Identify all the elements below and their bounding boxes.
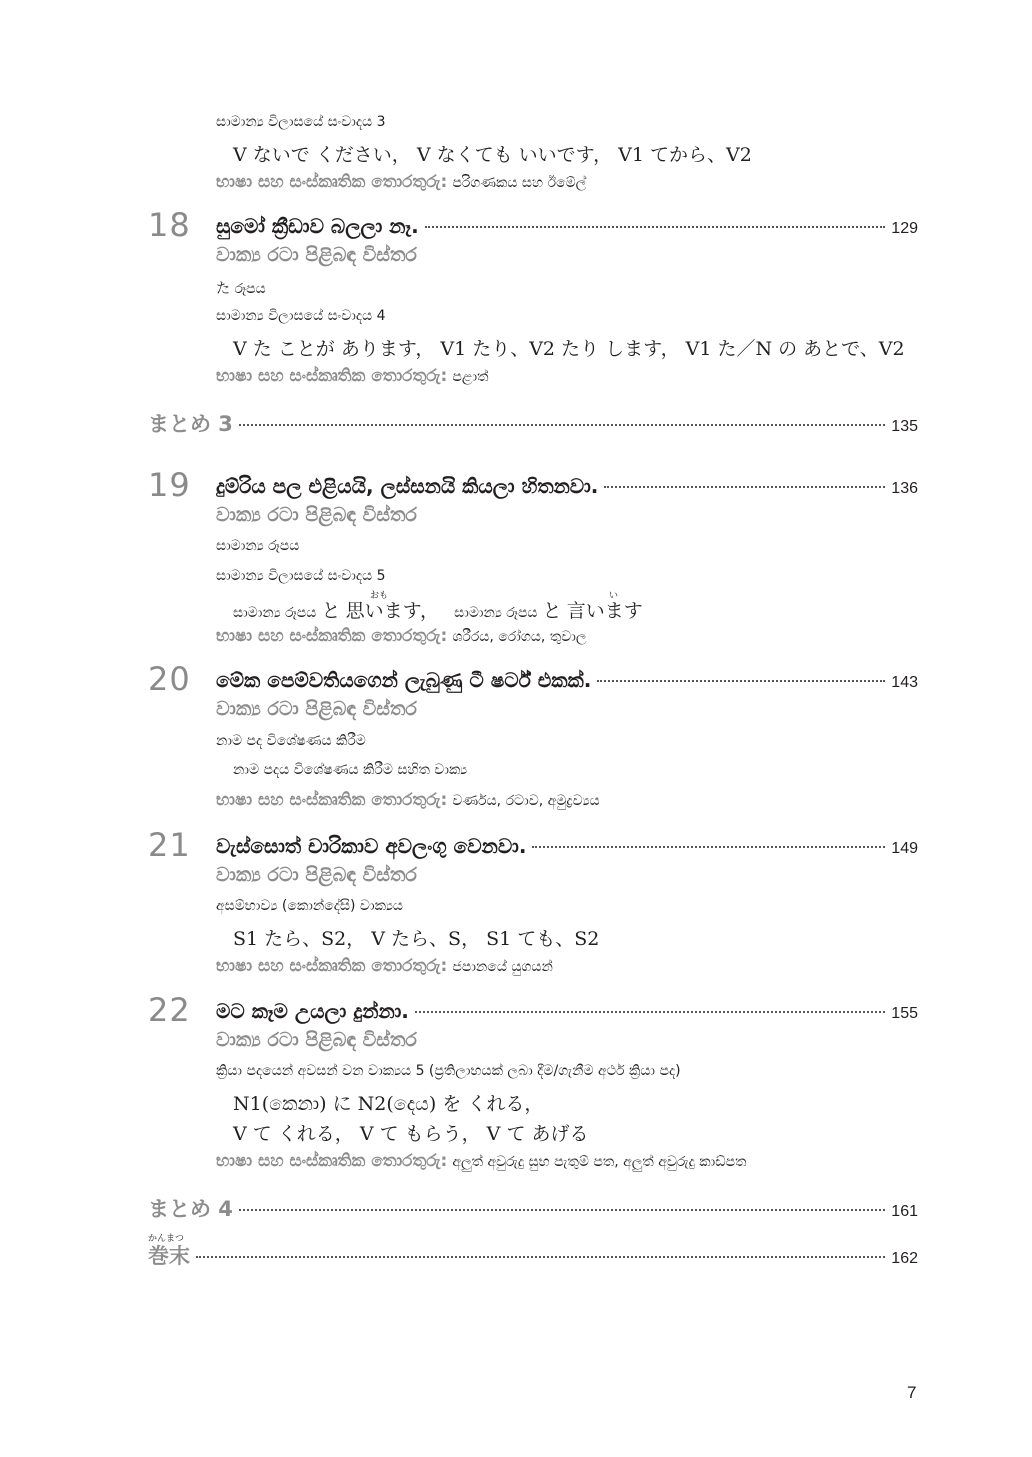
lesson-title: වැස්සොත් චාරිකාව අවලංගු වෙනවා. <box>216 834 527 858</box>
lesson-number: 20 <box>148 660 191 698</box>
culture-label: භාෂා සහ සංස්කෘතික තොරතුරු: <box>216 790 448 810</box>
culture-value: පළාත් <box>452 369 489 385</box>
leader-dots <box>604 486 885 488</box>
grammar-item: සාමාන්‍ය විලාසයේ සංවාදය 5 <box>216 568 386 584</box>
page-number: 143 <box>891 674 918 691</box>
culture-label: භාෂා සහ සංස්කෘතික තොරතුරු: <box>216 626 448 646</box>
leader-dots <box>196 1256 885 1258</box>
culture-value: අලුත් අවුරුදු සුභ පැතුම් පත, අලුත් අවුරුදු කාඩ්පත <box>452 1154 747 1170</box>
page-number: 161 <box>891 1203 918 1220</box>
grammar-pattern: N1(කෙනා) に N2(දෙය) を くれる， <box>233 1093 544 1115</box>
page-number: 135 <box>891 418 918 435</box>
appendix-label: 巻末 <box>148 1244 190 1268</box>
grammar-item: සාමාන්‍ය විලාසයේ සංවාදය 4 <box>216 308 386 324</box>
summary-row[interactable] <box>148 408 918 438</box>
grammar-pattern: V て くれる， V て もらう， V て あげる <box>233 1123 589 1145</box>
summary-label: まとめ 3 <box>148 412 233 436</box>
culture-line <box>216 172 586 192</box>
footer-page-number: 7 <box>907 1383 917 1402</box>
culture-label: භාෂා සහ සංස්කෘතික තොරතුරු: <box>216 956 448 976</box>
grammar-item: සාමාන්‍ය රූපය <box>216 538 300 554</box>
sentence-pattern-label: වාක්‍ය රටා පිළිබඳ විස්තර <box>216 244 417 266</box>
leader-dots <box>239 1209 885 1211</box>
furigana: い <box>609 591 619 601</box>
grammar-pattern <box>233 596 643 623</box>
lesson-number: 19 <box>148 466 191 504</box>
leader-dots <box>532 846 885 848</box>
grammar-item: අසම්භාව්‍ය (කොන්දේසි) වාක්‍යය <box>216 898 403 914</box>
sentence-pattern-label: වාක්‍ය රටා පිළිබඳ විස්තර <box>216 864 417 886</box>
page-number: 149 <box>891 840 918 857</box>
page-number: 155 <box>891 1005 918 1022</box>
culture-value: ජපානයේ යුගයන් <box>452 959 553 975</box>
leader-dots <box>415 1011 885 1013</box>
lesson-title: මේක පෙම්වතියගෙන් ලැබුණු ටී ෂර්ට් එකක්. <box>216 668 592 692</box>
appendix-row[interactable] <box>148 1240 918 1270</box>
culture-value: ශරීරය, රෝගය, තුවාල <box>452 629 587 645</box>
lesson-number: 21 <box>148 826 191 864</box>
lesson-title-row[interactable] <box>216 999 918 1023</box>
appendix-furigana: かんまつ <box>148 1234 185 1244</box>
lesson-title-row[interactable] <box>216 474 918 498</box>
grammar-item: නාම පද විශේෂණය කිරීම <box>216 733 366 749</box>
pattern-part: සාමාන්‍ය රූපය <box>233 605 317 621</box>
leader-dots <box>239 424 885 426</box>
grammar-pattern: V た ことが あります， V1 たり、V2 たり します， V1 た／N の あとで、V2 <box>233 338 905 360</box>
grammar-item: නාම පදය විශේෂණය කිරීම සහිත වාක්‍ය <box>233 762 468 778</box>
pattern-part: 思います， <box>345 600 440 622</box>
grammar-label: සාමාන්‍ය විලාසයේ සංවාදය 3 <box>216 114 386 130</box>
summary-row[interactable] <box>148 1193 918 1223</box>
lesson-number: 18 <box>148 206 191 244</box>
pattern-part: 言います <box>566 600 643 622</box>
page-number: 162 <box>891 1250 918 1267</box>
lesson-title: මට කෑම උයලා දුන්නා. <box>216 999 409 1023</box>
culture-value: වර්ණය, රටාව, අමුද්‍රව්‍යය <box>452 793 600 809</box>
lesson-number: 22 <box>148 991 191 1029</box>
grammar-item: ක්‍රියා පදයෙන් අවසන් වන වාක්‍යය 5 (ප්‍රතිලාභයක් ලබා දීම/ගැනීම අර්ථ ක්‍රියා පද) <box>216 1063 681 1079</box>
leader-dots <box>597 680 885 682</box>
culture-line <box>216 366 489 386</box>
lesson-title: දුම්රිය පල එළියයි, ලස්සනයි කියලා හිතනවා. <box>216 474 599 498</box>
summary-label: まとめ 4 <box>148 1197 233 1221</box>
sentence-pattern-label: වාක්‍ය රටා පිළිබඳ විස්තර <box>216 698 417 720</box>
leader-dots <box>425 226 886 228</box>
lesson-title-row[interactable] <box>216 214 918 238</box>
culture-value: පරිගණකය සහ ඊමේල් <box>452 175 587 191</box>
grammar-pattern: V ないで ください， V なくても いいです， V1 てから、V2 <box>233 144 752 166</box>
culture-label: භාෂා සහ සංස්කෘතික තොරතුරු: <box>216 1151 448 1171</box>
page-number: 129 <box>891 220 918 237</box>
grammar-item: た රූපය <box>216 281 266 297</box>
lesson-title-row[interactable] <box>216 668 918 692</box>
furigana: おも <box>370 591 389 601</box>
culture-line <box>216 1151 746 1171</box>
lesson-title: සුමෝ ක්‍රීඩාව බලලා නෑ. <box>216 214 419 238</box>
culture-label: භාෂා සහ සංස්කෘතික තොරතුරු: <box>216 366 448 386</box>
culture-label: භාෂා සහ සංස්කෘතික තොරතුරු: <box>216 172 448 192</box>
grammar-pattern: S1 たら、S2， V たら、S， S1 ても、S2 <box>233 928 600 950</box>
sentence-pattern-label: වාක්‍ය රටා පිළිබඳ විස්තර <box>216 1029 417 1051</box>
culture-line <box>216 790 600 810</box>
culture-line <box>216 626 587 646</box>
pattern-part: と <box>321 600 341 622</box>
sentence-pattern-label: වාක්‍ය රටා පිළිබඳ විස්තර <box>216 504 417 526</box>
lesson-title-row[interactable] <box>216 834 918 858</box>
page-number: 136 <box>891 480 918 497</box>
culture-line <box>216 956 553 976</box>
pattern-part: සාමාන්‍ය රූපය <box>454 605 538 621</box>
pattern-part: と <box>542 600 562 622</box>
